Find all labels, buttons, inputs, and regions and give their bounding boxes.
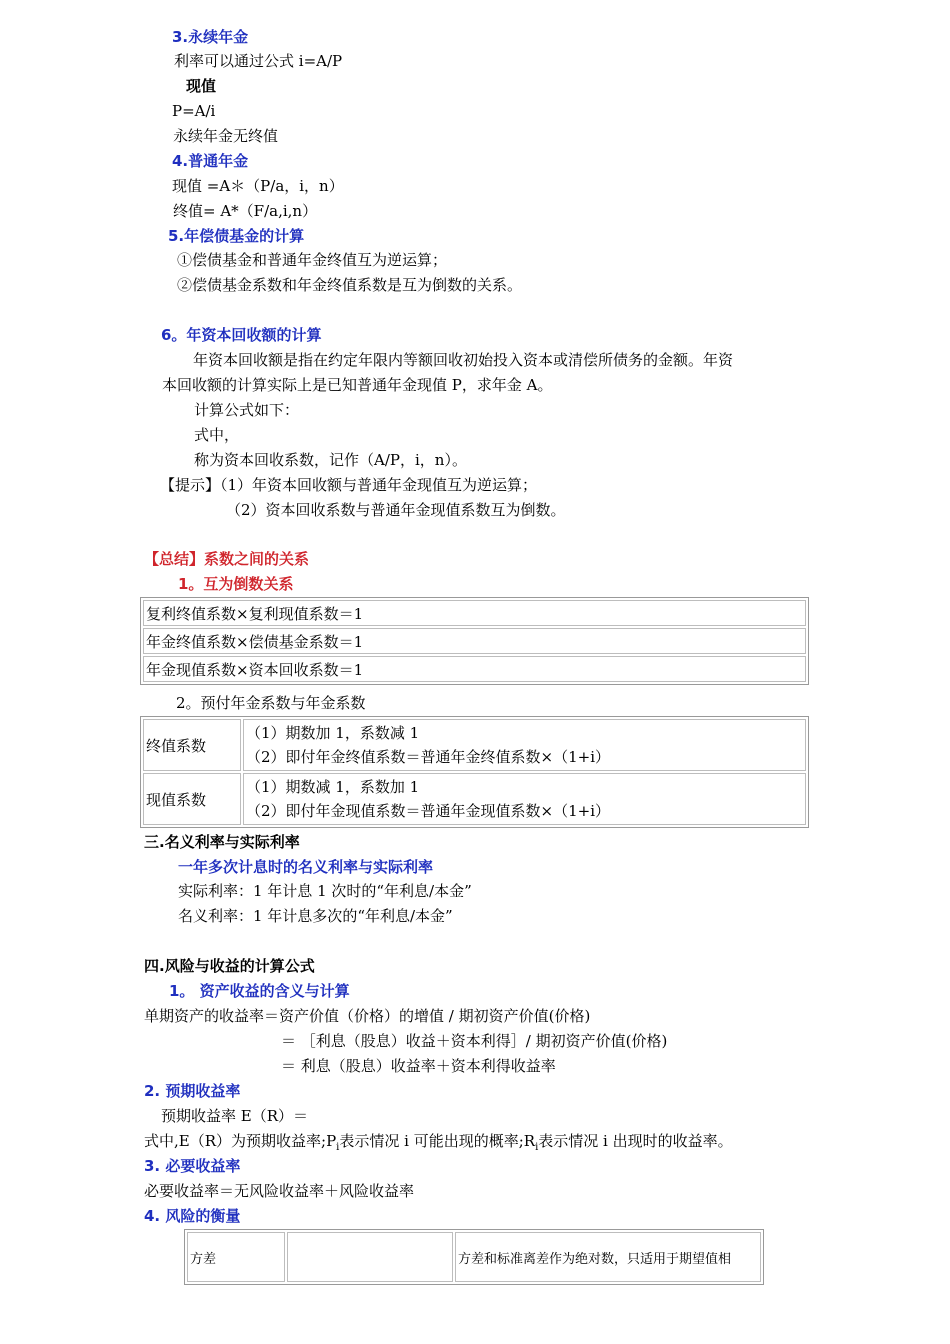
row-header: 现值系数	[143, 773, 241, 825]
text-segment: 式中,E（R）为预期收益率;P	[144, 1132, 337, 1150]
table-cell: 年金现值系数×资本回收系数＝1	[143, 656, 806, 682]
text-line: ①偿债基金和普通年金终值互为逆运算；	[177, 251, 448, 269]
section-title-capital-recovery: 6。年资本回收额的计算	[161, 326, 322, 344]
risk-measure-table	[184, 1229, 764, 1285]
cell-line: （2）即付年金现值系数＝普通年金现值系数×（1+i）	[246, 802, 611, 820]
formula-line: 现值 =A＊（P/a，i，n）	[172, 177, 344, 195]
explanation-line	[144, 1131, 733, 1158]
section-title-sinking-fund: 5.年偿债基金的计算	[168, 227, 305, 245]
text-segment: 表示情况 i 出现时的收益率。	[538, 1132, 733, 1150]
cell-line: （2）即付年金终值系数＝普通年金终值系数×（1+i）	[246, 748, 611, 766]
summary-title: 【总结】系数之间的关系	[144, 550, 310, 568]
tip-line: 【提示】（1）年资本回收额与普通年金现值互为逆运算；	[160, 476, 538, 494]
text-line: 利率可以通过公式 i=A/P	[174, 52, 343, 70]
formula-line: ＝ 利息（股息）收益率＋资本利得收益率	[281, 1057, 556, 1075]
summary-subtitle-prepaid: 2。预付年金系数与年金系数	[176, 694, 366, 712]
section-title-ordinary-annuity: 4.普通年金	[172, 152, 249, 170]
text-line: 称为资本回收系数，记作（A/P，i，n）。	[194, 451, 467, 469]
row-header: 终值系数	[143, 719, 241, 771]
text-line: 永续年金无终值	[173, 127, 279, 145]
label-present-value: 现值	[186, 77, 217, 95]
formula-line: 终值= A*（F/a,i,n）	[173, 202, 318, 220]
table-cell: 方差和标准离差作为绝对数，只适用于期望值相	[455, 1232, 761, 1282]
cell-line: （1）期数减 1，系数加 1	[246, 778, 420, 796]
paragraph-line: 年资本回收额是指在约定年限内等额回收初始投入资本或清偿所债务的金额。年资	[193, 351, 734, 369]
subscript: i	[336, 1142, 340, 1153]
text-line: 计算公式如下：	[194, 401, 300, 419]
reciprocal-table	[140, 597, 809, 685]
formula-line: P=A/i	[172, 102, 216, 120]
formula-line: 必要收益率＝无风险收益率＋风险收益率	[144, 1182, 415, 1200]
subheading-risk-measure: 4. 风险的衡量	[144, 1207, 241, 1225]
text-line: 名义利率：1 年计息多次的“年利息/本金”	[178, 907, 453, 925]
heading-interest-rates: 三.名义利率与实际利率	[144, 833, 300, 851]
text-line: ②偿债基金系数和年金终值系数是互为倒数的关系。	[177, 276, 523, 294]
formula-line: ＝ ［利息（股息）收益＋资本利得］/ 期初资产价值(价格)	[281, 1032, 668, 1050]
formula-line: 单期资产的收益率＝资产价值（价格）的增值 / 期初资产价值(价格)	[144, 1007, 591, 1025]
formula-line: 预期收益率 E（R）＝	[161, 1107, 309, 1125]
cell-line: （1）期数加 1，系数减 1	[246, 724, 420, 742]
paragraph-line: 本回收额的计算实际上是已知普通年金现值 P，求年金 A。	[162, 376, 553, 394]
table-row	[143, 628, 806, 654]
table-cell	[243, 773, 806, 825]
table-row	[143, 656, 806, 682]
prepaid-table	[140, 716, 809, 828]
table-cell	[243, 719, 806, 771]
section-title-perpetuity: 3.永续年金	[172, 28, 249, 46]
table-row	[187, 1232, 761, 1282]
table-cell: 复利终值系数×复利现值系数＝1	[143, 600, 806, 626]
summary-subtitle-reciprocal: 1。互为倒数关系	[178, 575, 294, 593]
text-segment: 表示情况 i 可能出现的概率;R	[339, 1132, 536, 1150]
table-cell: 方差	[187, 1232, 285, 1282]
table-cell: 年金终值系数×偿债基金系数＝1	[143, 628, 806, 654]
text-line: 式中，	[194, 426, 240, 444]
heading-risk-return: 四.风险与收益的计算公式	[144, 957, 315, 975]
subheading-required-return: 3. 必要收益率	[144, 1157, 241, 1175]
subscript: i	[535, 1142, 539, 1153]
subheading-asset-return: 1。 资产收益的含义与计算	[169, 982, 350, 1000]
table-row	[143, 600, 806, 626]
table-row	[143, 719, 806, 771]
text-line: 实际利率：1 年计息 1 次时的“年利息/本金”	[178, 882, 472, 900]
table-row	[143, 773, 806, 825]
subheading-expected-return: 2. 预期收益率	[144, 1082, 241, 1100]
subheading-interest-rates: 一年多次计息时的名义利率与实际利率	[178, 858, 434, 876]
table-cell	[287, 1232, 453, 1282]
tip-line: （2）资本回收系数与普通年金现值系数互为倒数。	[226, 501, 566, 519]
